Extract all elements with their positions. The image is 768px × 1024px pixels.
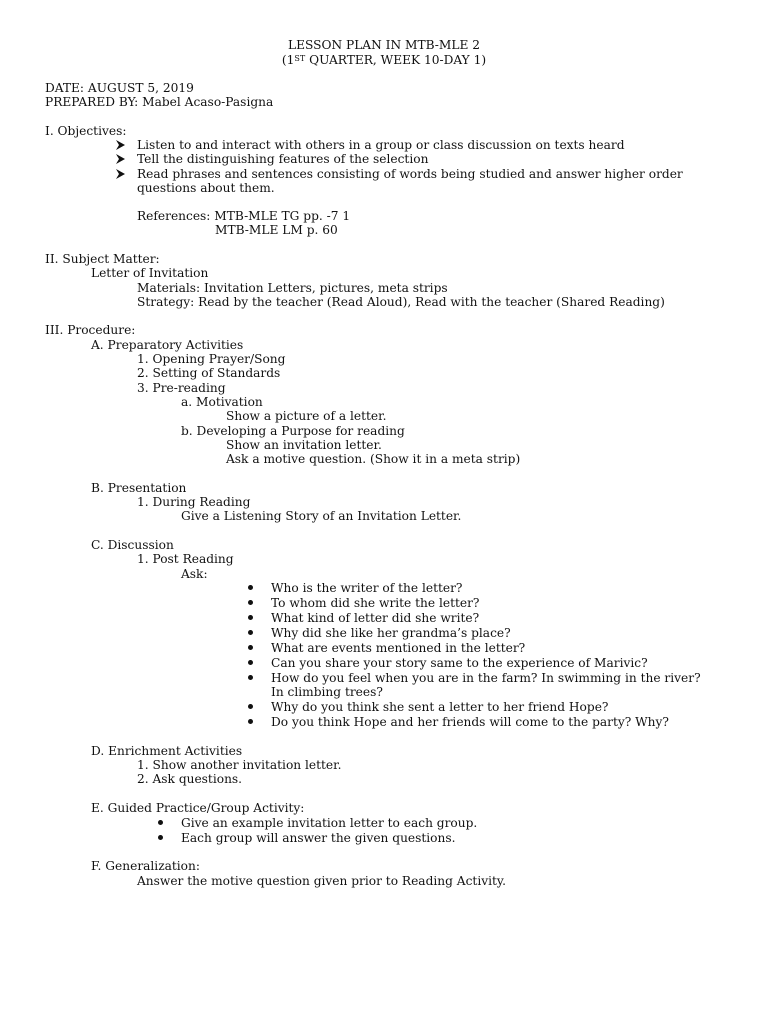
bullet-dot-icon (248, 656, 253, 670)
ask-label: Ask: (181, 567, 208, 581)
bullet-dot-icon (248, 596, 253, 610)
bullet-dot-icon (248, 700, 253, 714)
subject-matter-heading: II. Subject Matter: (45, 252, 160, 266)
objective-item (116, 138, 125, 152)
date-line: DATE: AUGUST 5, 2019 (45, 81, 194, 95)
section-heading: C. Discussion (91, 538, 174, 552)
strategy-line: Strategy: Read by the teacher (Read Aloud), Read with the teacher (Shared Reading) (137, 295, 665, 309)
references-line: MTB-MLE LM p. 60 (215, 223, 338, 237)
bullet-dot-icon (248, 641, 253, 655)
section-heading: A. Preparatory Activities (91, 338, 244, 352)
bullet-dot-icon (248, 581, 253, 595)
references-line: References: MTB-MLE TG pp. -7 1 (137, 209, 351, 223)
objective-text: Tell the distinguishing features of the selection (137, 152, 429, 166)
question-item: Why do you think she sent a letter to her friend Hope? (271, 700, 609, 714)
arrowhead-bullet-icon (116, 140, 125, 150)
arrowhead-bullet-icon (116, 169, 125, 179)
generalization-text: Answer the motive question given prior to Reading Activity. (137, 874, 507, 888)
subject-topic: Letter of Invitation (91, 266, 209, 280)
question-item-continuation: In climbing trees? (271, 685, 383, 699)
arrowhead-bullet-icon (116, 154, 125, 164)
question-item: What kind of letter did she write? (271, 611, 480, 625)
question-item: Who is the writer of the letter? (271, 581, 463, 595)
list-item: 1. During Reading (137, 495, 251, 509)
bullet-dot-icon (158, 816, 163, 830)
objective-item (116, 152, 125, 166)
sub-item-text: Ask a motive question. (Show it in a meta strip) (226, 452, 521, 466)
sub-item-text: Show an invitation letter. (226, 438, 382, 452)
objective-item (116, 167, 125, 181)
question-item: Do you think Hope and her friends will come to the party? Why? (271, 715, 669, 729)
document-subtitle: (1ST QUARTER, WEEK 10-DAY 1) (281, 53, 487, 67)
list-item: 1. Opening Prayer/Song (137, 352, 286, 366)
question-item: What are events mentioned in the letter? (271, 641, 526, 655)
section-heading: D. Enrichment Activities (91, 744, 243, 758)
objectives-heading: I. Objectives: (45, 124, 127, 138)
bullet-dot-icon (248, 626, 253, 640)
sub-item-text: Show a picture of a letter. (226, 409, 387, 423)
bullet-dot-icon (248, 611, 253, 625)
question-item: Can you share your story same to the experience of Marivic? (271, 656, 648, 670)
list-item: 1. Show another invitation letter. (137, 758, 342, 772)
sub-item: a. Motivation (181, 395, 263, 409)
prepared-by-line: PREPARED BY: Mabel Acaso-Pasigna (45, 95, 274, 109)
materials-line: Materials: Invitation Letters, pictures, meta strips (137, 281, 448, 295)
list-item: 2. Setting of Standards (137, 366, 281, 380)
bullet-dot-icon (248, 671, 253, 685)
question-item: How do you feel when you are in the farm? In swimming in the river? (271, 671, 701, 685)
objective-text: Read phrases and sentences consisting of words being studied and answer higher order (137, 167, 683, 181)
question-item: Why did she like her grandma’s place? (271, 626, 511, 640)
sub-item: b. Developing a Purpose for reading (181, 424, 405, 438)
list-item: 2. Ask questions. (137, 772, 243, 786)
activity-item: Give an example invitation letter to each group. (181, 816, 478, 830)
bullet-dot-icon (158, 831, 163, 845)
procedure-heading: III. Procedure: (45, 323, 136, 337)
document-title: LESSON PLAN IN MTB-MLE 2 (288, 38, 480, 52)
objective-text-continuation: questions about them. (137, 181, 275, 195)
section-heading: B. Presentation (91, 481, 187, 495)
list-item: 1. Post Reading (137, 552, 234, 566)
objective-text: Listen to and interact with others in a group or class discussion on texts heard (137, 138, 625, 152)
section-heading: F. Generalization: (91, 859, 200, 873)
question-item: To whom did she write the letter? (271, 596, 480, 610)
sub-item-text: Give a Listening Story of an Invitation Letter. (181, 509, 462, 523)
activity-item: Each group will answer the given questions. (181, 831, 456, 845)
section-heading: E. Guided Practice/Group Activity: (91, 801, 305, 815)
bullet-dot-icon (248, 715, 253, 729)
list-item: 3. Pre-reading (137, 381, 226, 395)
